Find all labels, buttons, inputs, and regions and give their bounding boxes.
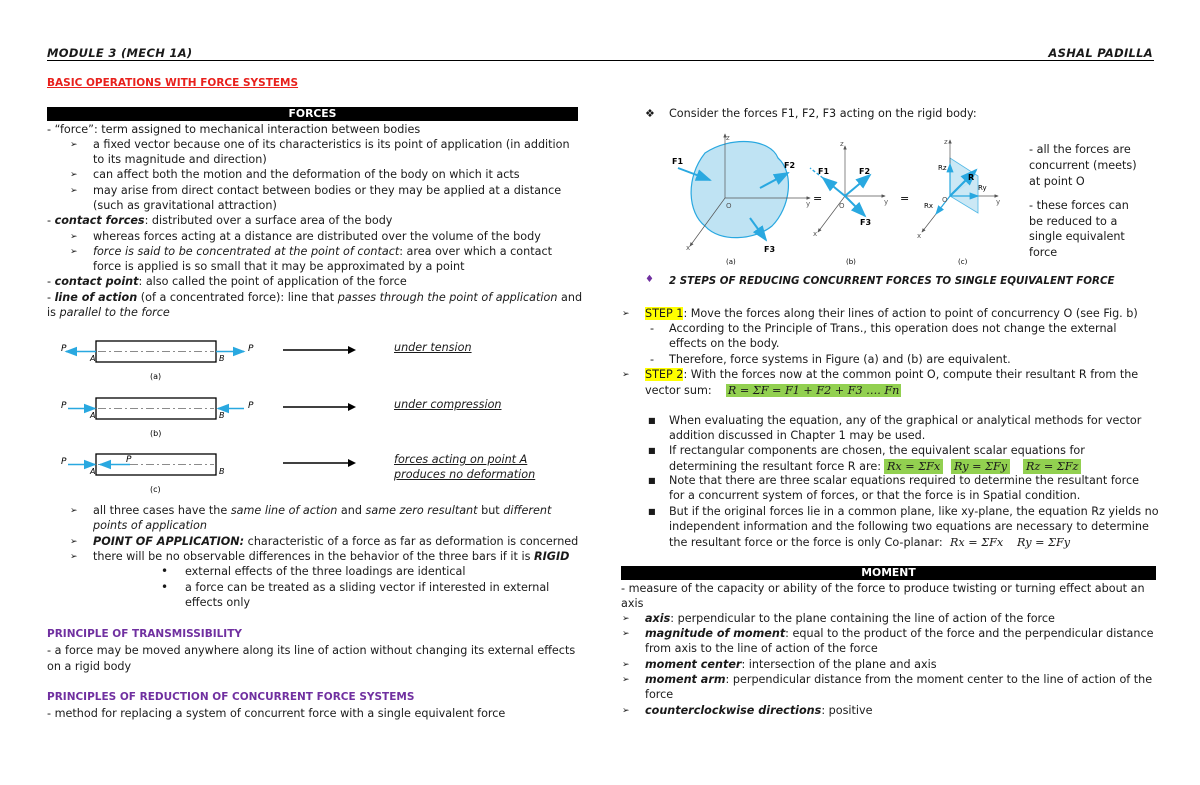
moment-def-1: - measure of the capacity or ability of the force to produce twisting or turning effect about an: [621, 582, 1145, 595]
contact-point-definition: - contact point: also called the point of application of the force: [47, 275, 407, 288]
svg-text:F2: F2: [859, 167, 871, 176]
dot-bullet-icon: •: [161, 564, 169, 578]
svg-text:=: =: [900, 192, 910, 205]
note-reduced-4: force: [1029, 246, 1058, 259]
moment-axis: axis: perpendicular to the plane containing the line of action of the force: [645, 612, 1055, 625]
moment-magnitude-2: from axis to the line of action of the force: [645, 642, 878, 655]
point-a-label-2: produces no deformation: [394, 468, 536, 481]
step1-detail-1a: According to the Principle of Trans., this operation does not change the external: [669, 322, 1117, 335]
label-p: P: [61, 457, 67, 467]
note-reduced-1: - these forces can: [1029, 199, 1129, 212]
diamond-bullet-icon: ❖: [645, 107, 655, 120]
label-a-point: A: [90, 467, 96, 476]
equation-ry-coplanar: Ry = ΣFy: [1017, 536, 1071, 549]
svg-text:x: x: [686, 244, 691, 252]
transmissibility-heading: PRINCIPLE OF TRANSMISSIBILITY: [47, 628, 242, 640]
moment-arm-2: force: [645, 688, 674, 701]
svg-text:F2: F2: [784, 161, 796, 170]
moment-heading-bar: MOMENT: [621, 566, 1156, 580]
arrow-bullet-icon: ➢: [622, 370, 630, 380]
forces-heading-bar: FORCES: [47, 107, 578, 121]
compression-label: under compression: [394, 398, 502, 411]
force-bullet-2: can affect both the motion and the deformation of the body on which it acts: [93, 168, 520, 181]
force-bullet-3b: (such as gravitational attraction): [93, 199, 277, 212]
svg-text:x: x: [917, 232, 922, 240]
step2-sub-3a: Note that there are three scalar equations required to determine the resultant force: [669, 474, 1140, 487]
svg-text:Ry: Ry: [978, 184, 987, 192]
svg-text:(b): (b): [846, 258, 856, 266]
header-author: ASHAL PADILLA: [1048, 46, 1153, 60]
step1-dash-2: -: [650, 353, 655, 366]
arrow-bullet-icon: ➢: [622, 660, 630, 670]
step2-sub-4b: independent information and the following two equations are necessary to determine: [669, 520, 1149, 533]
force-bullet-3a: may arise from direct contact between bodies or they may be applied at a distance: [93, 184, 562, 197]
step2-sub-3b: for a concurrent system of forces, or that the force is in Spatial condition.: [669, 489, 1081, 502]
arrow-bullet-icon: ➢: [622, 309, 630, 319]
note-concurrent-2: concurrent (meets): [1029, 159, 1137, 172]
step1-detail-2: Therefore, force systems in Figure (a) and (b) are equivalent.: [669, 353, 1011, 366]
line-of-action-definition: - line of action (of a concentrated force): line that passes through the point of application and: [47, 291, 583, 304]
arrow-bullet-icon: ➢: [622, 675, 630, 685]
svg-text:F3: F3: [860, 218, 872, 227]
document-title: BASIC OPERATIONS WITH FORCE SYSTEMS: [47, 77, 299, 89]
arrow-bullet-icon: ➢: [70, 140, 78, 150]
svg-text:z: z: [726, 134, 730, 142]
svg-text:Rx: Rx: [924, 202, 934, 210]
step2-sub-4c: the resultant force or the force is only Co-planar:: [669, 536, 943, 549]
contact-bullet-1: whereas forces acting at a distance are distributed over the volume of the body: [93, 230, 541, 243]
arrow-bullet-icon: ➢: [70, 232, 78, 242]
svg-text:y: y: [884, 198, 889, 206]
header-module: MODULE 3 (MECH 1A): [47, 46, 193, 60]
svg-text:F1: F1: [818, 167, 830, 176]
svg-text:O: O: [839, 202, 845, 210]
point-a-label-1: forces acting on point A: [394, 453, 528, 466]
diamond-bullet-icon: ♦: [645, 274, 654, 285]
reduction-heading: PRINCIPLES OF REDUCTION OF CONCURRENT FORCE SYSTEMS: [47, 691, 415, 703]
moment-def-2: axis: [621, 597, 644, 610]
svg-text:Rz: Rz: [938, 164, 947, 172]
arrow-bullet-icon: ➢: [70, 170, 78, 180]
arrow-bullet-icon: ➢: [70, 506, 78, 516]
arrow-bullet-icon: ➢: [622, 614, 630, 624]
note-reduced-2: be reduced to a: [1029, 215, 1118, 228]
label-p: P: [61, 401, 67, 411]
rigid-sub-1: external effects of the three loadings are identical: [185, 565, 466, 578]
force-bullet-1a: a fixed vector because one of its characteristics is its point of application (in addition: [93, 138, 570, 151]
steps-heading: 2 STEPS OF REDUCING CONCURRENT FORCES TO SINGLE EQUIVALENT FORCE: [669, 275, 1115, 287]
contact-forces-definition: - contact forces: distributed over a surface area of the body: [47, 214, 393, 227]
arrow-bullet-icon: ➢: [70, 552, 78, 562]
label-a-point: A: [90, 354, 96, 363]
transmissibility-line-1: - a force may be moved anywhere along its line of action without changing its external effects: [47, 644, 576, 657]
header-rule: [47, 60, 1154, 61]
note-reduced-3: single equivalent: [1029, 230, 1125, 243]
moment-magnitude: magnitude of moment: equal to the product of the force and the perpendicular distance: [645, 627, 1154, 640]
line-of-action-definition-2: is parallel to the force: [47, 306, 170, 319]
svg-text:(c): (c): [958, 258, 968, 266]
equation-rz: Rz = ΣFz: [1023, 459, 1081, 474]
tension-label: under tension: [394, 341, 472, 354]
note-concurrent-1: - all the forces are: [1029, 143, 1131, 156]
label-b-point: B: [219, 354, 225, 363]
moment-center: moment center: intersection of the plane and axis: [645, 658, 937, 671]
force-definition: - “force”: term assigned to mechanical interaction between bodies: [47, 123, 421, 136]
arrow-bullet-icon: ➢: [70, 247, 78, 257]
rigid-sub-2a: a force can be treated as a sliding vector if interested in external: [185, 581, 550, 594]
dot-bullet-icon: •: [161, 580, 169, 594]
square-bullet-icon: ■: [648, 476, 656, 485]
label-b-point: B: [219, 467, 225, 476]
svg-text:R: R: [968, 173, 975, 182]
equation-ry: Ry = ΣFy: [951, 459, 1010, 474]
svg-text:F3: F3: [764, 245, 776, 254]
svg-text:z: z: [840, 140, 844, 148]
consider-forces-text: Consider the forces F1, F2, F3 acting on the rigid body:: [669, 107, 977, 120]
label-p: P: [248, 344, 254, 354]
step2-sub-2a: If rectangular components are chosen, the equivalent scalar equations for: [669, 444, 1085, 457]
reduction-line-1: - method for replacing a system of concurrent force with a single equivalent force: [47, 707, 506, 720]
note-concurrent-3: at point O: [1029, 175, 1085, 188]
arrow-bullet-icon: ➢: [622, 706, 630, 716]
contact-bullet-2a: force is said to be concentrated at the point of contact: area over which a contact: [93, 245, 552, 258]
svg-text:=: =: [813, 192, 823, 205]
step2-sub-2b: determining the resultant force R are:: [669, 460, 881, 473]
label-a-point: A: [90, 411, 96, 420]
figure-label-b: (b): [150, 429, 162, 438]
arrow-bullet-icon: ➢: [70, 186, 78, 196]
contact-bullet-2b: force is applied is so small that it may be approximated by a point: [93, 260, 465, 273]
force-bullet-1b: to its magnitude and direction): [93, 153, 267, 166]
figure-label-a: (a): [150, 372, 162, 381]
step2-sub-1b: addition discussed in Chapter 1 may be used.: [669, 429, 926, 442]
bars-figure: [58, 332, 358, 502]
step2-sub-1a: When evaluating the equation, any of the graphical or analytical methods for vector: [669, 414, 1142, 427]
concurrent-forces-figure: [660, 128, 1020, 270]
label-b-point: B: [219, 411, 225, 420]
svg-text:z: z: [944, 138, 948, 146]
rigid-sub-2b: effects only: [185, 596, 251, 609]
svg-text:y: y: [806, 200, 811, 208]
transmissibility-line-2: on a rigid body: [47, 660, 132, 673]
figure-label-c: (c): [150, 485, 161, 494]
svg-text:x: x: [813, 230, 818, 238]
label-p: P: [248, 401, 254, 411]
svg-text:F1: F1: [672, 157, 684, 166]
svg-text:(a): (a): [726, 258, 736, 266]
cases-bullet-1a: all three cases have the same line of action and same zero resultant but different: [93, 504, 552, 517]
cases-bullet-3: there will be no observable differences in the behavior of the three bars if it is RIGID: [93, 550, 570, 563]
moment-ccw: counterclockwise directions: positive: [645, 704, 873, 717]
arrow-bullet-icon: ➢: [70, 537, 78, 547]
step2-vector-sum: vector sum: R = ΣF = F1 + F2 + F3 …. Fn: [645, 384, 900, 397]
step1-line: STEP 1: Move the forces along their lines of action to point of concurrency O (see Fig. b): [645, 307, 1138, 320]
step2-sub-4a: But if the original forces lie in a common plane, like xy-plane, the equation Rz yields no: [669, 505, 1159, 518]
moment-arm: moment arm: perpendicular distance from the moment center to the line of action of the: [645, 673, 1153, 686]
svg-text:y: y: [996, 198, 1001, 206]
cases-bullet-1b: points of application: [93, 519, 207, 532]
label-p: P: [126, 455, 132, 465]
arrow-bullet-icon: ➢: [622, 629, 630, 639]
svg-text:O: O: [942, 196, 948, 204]
equation-rx-coplanar: Rx = ΣFx: [950, 536, 1004, 549]
label-p: P: [61, 344, 67, 354]
svg-text:O: O: [726, 202, 732, 210]
square-bullet-icon: ■: [648, 446, 656, 455]
square-bullet-icon: ■: [648, 507, 656, 516]
rigid-body: [691, 142, 788, 238]
cases-bullet-2: POINT OF APPLICATION: characteristic of a force as far as deformation is concerned: [93, 535, 579, 548]
step2-line: STEP 2: With the forces now at the common point O, compute their resultant R from the: [645, 368, 1139, 381]
step1-detail-1b: effects on the body.: [669, 337, 780, 350]
step1-dash-1a: -: [650, 322, 655, 335]
equation-rx: Rx = ΣFx: [884, 459, 943, 474]
square-bullet-icon: ■: [648, 416, 656, 425]
